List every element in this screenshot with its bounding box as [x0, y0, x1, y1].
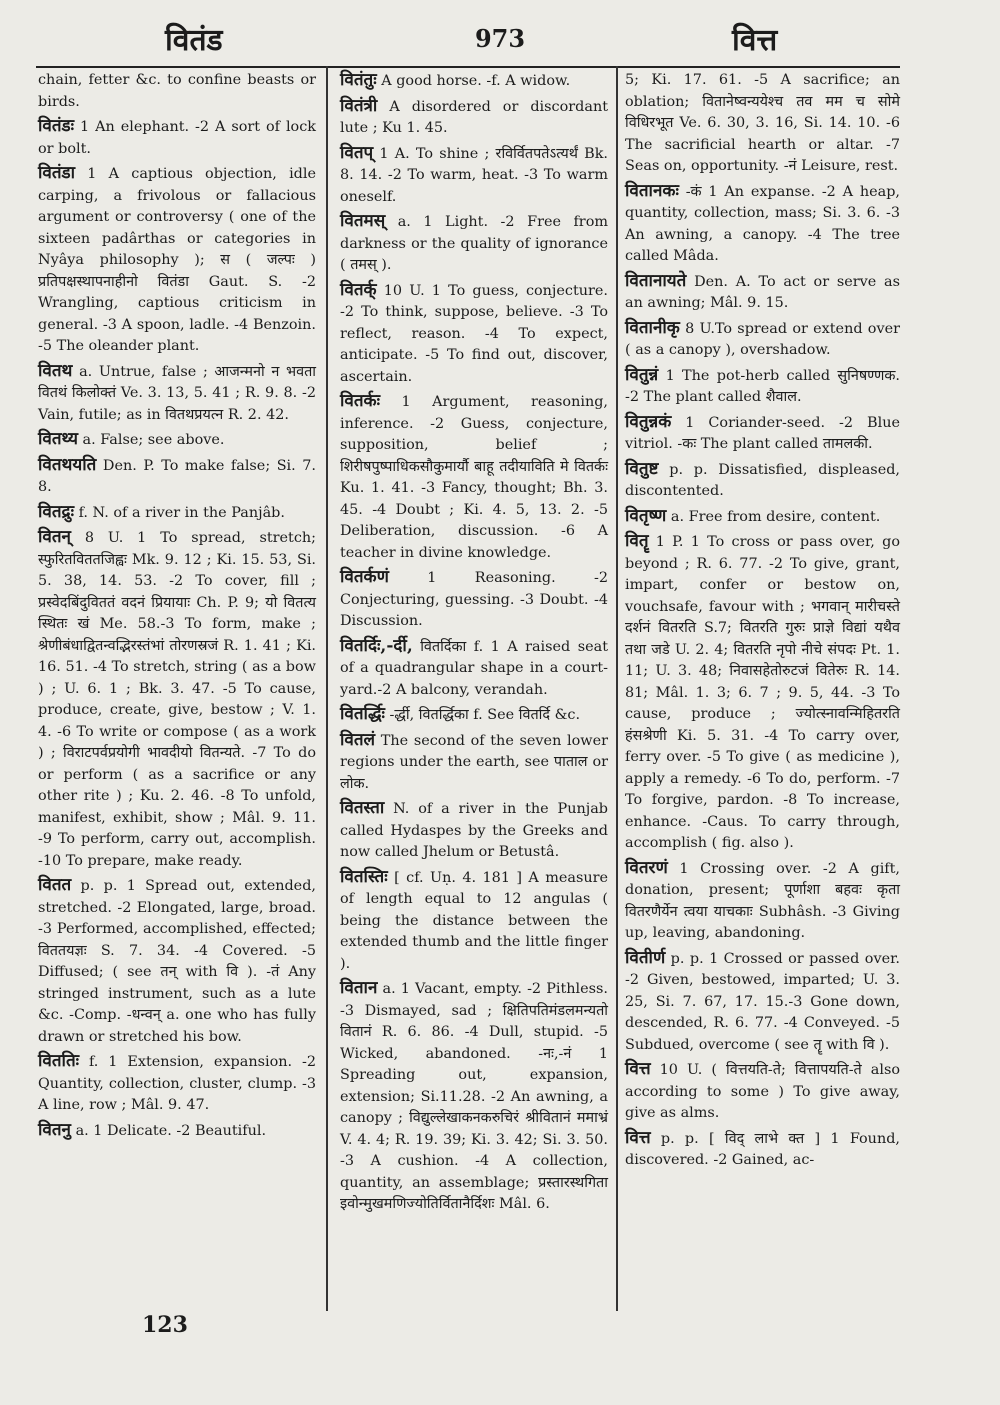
entry-headword: वितर्कः — [340, 391, 381, 411]
entry-definition: 1 Crossing over. -2 A gift, donation, present; पूर्णाशा बहवः कृता वितरणैर्येन त्वया याचकाः Subhâsh. -3 Giving up, leaving, abandoning. — [625, 860, 900, 941]
entry-headword: वितथ्य — [38, 429, 78, 449]
dictionary-entry — [340, 143, 608, 209]
dictionary-entry — [625, 948, 900, 1057]
entry-definition: p. p. Dissatisfied, displeased, discontented. — [625, 461, 900, 499]
entry-headword: वितंतुः — [340, 70, 377, 90]
entry-definition: 5; Ki. 17. 61. -5 A sacrifice; an oblation; वितानेष्वन्ययेश्च तव मम च सोमे विधिरभूत Ve. 6. 30, 3. 16, Si. 14. 10. -6 The sacrificial hearth or altar. -7 Seas on, opportunity. -नं Leisure, rest. — [625, 72, 900, 174]
header-rule — [36, 66, 900, 68]
entry-definition: -कं 1 An expanse. -2 A heap, quantity, collection, mass; Si. 3. 6. -3 An awning, a canopy. -4 The tree called Mâda. — [625, 183, 900, 264]
entry-definition: Den. A. To act or serve as an awning; Mâl. 9. 15. — [625, 273, 901, 311]
entry-headword: वितस्तिः — [340, 866, 388, 887]
dictionary-entry — [340, 211, 608, 277]
entry-definition: a. Untrue, false ; आजन्मनो न भवता वितथं किलोक्तं Ve. 3. 13, 5. 41 ; R. 9. 8. -2 Vain, futile; as in वितथप्रयत्न R. 2. 42. — [38, 363, 317, 423]
entry-headword: वितान — [340, 978, 378, 998]
entry-headword: वितंडा — [38, 163, 76, 183]
entry-definition: a. 1 Delicate. -2 Beautiful. — [75, 1122, 267, 1139]
dictionary-entry — [340, 704, 608, 727]
dictionary-entry — [625, 271, 900, 315]
column-3 — [625, 70, 900, 1175]
entry-headword: वितद्रुः — [38, 501, 75, 522]
dictionary-entry — [340, 280, 608, 389]
entry-headword: वितर्क् — [340, 279, 377, 300]
dictionary-entry — [340, 391, 608, 564]
dictionary-entry — [625, 412, 900, 456]
entry-definition: 1 Coriander-seed. -2 Blue vitriol. -कः The plant called तामलकी. — [625, 414, 901, 452]
entry-headword: वितीर्ण — [625, 947, 666, 968]
entry-headword: वितानकः — [625, 180, 679, 201]
dictionary-entry — [340, 96, 608, 140]
entry-definition: Den. P. To make false; Si. 7. 8. — [38, 457, 317, 495]
dictionary-entry — [625, 459, 900, 503]
entry-headword: वितरणं — [625, 857, 668, 878]
entry-definition: 10 U. ( वित्तयति-ते; वित्तापयति-ते also according to some ) To give away, give as alms. — [625, 1062, 900, 1121]
entry-definition: A good horse. -f. A widow. — [381, 73, 571, 89]
entry-headword: वितानीकृ — [625, 317, 680, 338]
entry-definition: 8 U.To spread or extend over ( as a canopy ), overshadow. — [625, 320, 901, 358]
entry-headword: वितथ — [38, 360, 73, 381]
dictionary-entry — [340, 867, 608, 976]
column-divider — [616, 66, 618, 1311]
dictionary-entry — [340, 798, 608, 864]
entry-definition: a. 1 Light. -2 Free from darkness or the quality of ignorance ( तमस् ). — [340, 214, 609, 273]
entry-headword: वितुष्ट — [625, 458, 659, 479]
entry-definition: 10 U. 1 To guess, conjecture. -2 To think, suppose, believe. -3 To reflect, reason. -4 To expect, anticipate. -5 To find out, discover, ascertain. — [340, 282, 608, 385]
dictionary-entry — [340, 730, 608, 796]
entry-headword: वितस्ता — [340, 798, 385, 818]
entry-definition: a. False; see above. — [82, 432, 225, 448]
dictionary-entry — [625, 181, 900, 268]
entry-headword: वितुन्नं — [625, 364, 659, 385]
entry-headword: वितृष्ण — [625, 505, 667, 526]
dictionary-entry — [38, 163, 316, 358]
dictionary-entry — [625, 506, 900, 529]
entry-headword: वितथयति — [38, 454, 97, 475]
dictionary-entry — [38, 527, 316, 872]
entry-headword: वितॄ — [625, 531, 649, 551]
entry-definition: 1 A. To shine ; रविर्वितपतेऽत्यर्थं Bk. 8. 14. -2 To warm, heat. -3 To warm oneself. — [340, 145, 608, 205]
entry-headword: वितलं — [340, 729, 376, 750]
entry-definition: 1 The pot-herb called सुनिषण्णक. -2 The plant called शैवाल. — [625, 367, 900, 405]
entry-headword: वितन् — [38, 527, 71, 547]
dictionary-entry — [340, 636, 608, 702]
dictionary-entry — [38, 1051, 316, 1117]
dictionary-entry — [340, 567, 608, 633]
dictionary-entry — [340, 70, 608, 93]
entry-definition: 1 Reasoning. -2 Conjecturing, guessing. -3 Doubt. -4 Discussion. — [340, 570, 608, 629]
signature-mark: 123 — [142, 1312, 188, 1338]
page-number: 973 — [474, 24, 526, 53]
entry-headword: वितुन्नकं — [625, 411, 672, 432]
entry-definition: p. p. 1 Crossed or passed over. -2 Given, bestowed, imparted; U. 3. 25, Si. 7. 67, 17. 15.-3 Gone down, descended, R. 6. 77. -4 Conveyed. -5 Subdued, overcome ( see तॄ with वि ). — [625, 950, 900, 1053]
dictionary-entry — [38, 70, 316, 113]
entry-definition: a. Free from desire, content. — [670, 508, 881, 525]
entry-headword: वितनु — [38, 1119, 71, 1140]
entry-headword: वितंडः — [38, 116, 75, 136]
dictionary-entry — [340, 978, 608, 1216]
dictionary-entry — [625, 1059, 900, 1125]
dictionary-entry — [38, 361, 316, 427]
entry-definition: A disordered or discordant lute ; Ku 1. 45. — [340, 98, 608, 136]
entry-headword: वित्त — [625, 1127, 651, 1148]
entry-definition: a. 1 Vacant, empty. -2 Pithless. -3 Dismayed, sad ; क्षितिपतिमंडलमन्यतो वितानं R. 6. 86. -4 Dull, stupid. -5 Wicked, abandoned. -नः,-नं 1 Spreading out, expansion, extension; Si.11.28. -2 An awning, a canopy ; विद्युल्लेखाकनकरुचिरं श्रीवितानं ममाभ्रं V. 4. 4; R. 19. 39; Ki. 3. 42; Si. 3. 50. -3 A cushion. -4 A collection, quantity, an assemblage; प्रस्तारस्थगिता इवोन्मुखमणिज्योतिर्वितानैर्दिशः Mâl. 6. — [340, 981, 608, 1212]
left-running-head: वितंड — [165, 23, 223, 58]
dictionary-entry — [38, 429, 316, 452]
dictionary-entry — [625, 1128, 900, 1172]
entry-headword: वितानायते — [625, 270, 687, 291]
entry-definition: 1 A captious objection, idle carping, a frivolous or fallacious argument or controversy ( one of the sixteen padârthas or categories in Nyâya philosophy ); स ( जल्पः ) प्रतिपक्षस्थापनाहीनो वितंडा Gaut. S. -2 Wrangling, captious criticism in general. -3 A spoon, ladle. -4 Benzoin. -5 The oleander plant. — [38, 166, 317, 354]
dictionary-entry — [38, 875, 316, 1048]
dictionary-entry — [38, 502, 316, 525]
column-1 — [38, 70, 316, 1145]
entry-definition: 1 Argument, reasoning, inference. -2 Guess, conjecture, supposition, belief ; शिरीषपुष्पाधिकसौकुमार्यौ बाहू तदीयाविति मे वितर्कः Ku. 1. 41. -3 Fancy, thought; Bh. 3. 45. -4 Doubt ; Ki. 4. 5, 13. 2. -5 Deliberation, discussion. -6 A teacher in divine knowledge. — [340, 394, 608, 561]
entry-definition: chain, fetter &c. to confine beasts or birds. — [38, 72, 316, 110]
entry-headword: वितत — [38, 875, 72, 895]
right-running-head: वित्त — [732, 23, 778, 58]
dictionary-entry — [625, 365, 900, 409]
dictionary-entry — [38, 455, 316, 499]
entry-headword: वितर्दिः,-र्दी, — [340, 635, 413, 656]
dictionary-entry — [38, 1120, 316, 1143]
entry-definition: 8 U. 1 To spread, stretch; स्फुरितविततजिह्वः Mk. 9. 12 ; Ki. 15. 53, Si. 5. 38, 14. 53. -2 To cover, fill ; प्रस्वेदबिंदुविततं वदनं प्रियायाः Ch. P. 9; यो वितत्य स्थितः खं Me. 58.-3 To form, make ; श्रेणीबंधाद्वितन्वद्भिरस्तंभां तोरणस्रजं R. 1. 41 ; Ki. 16. 51. -4 To stretch, string ( as a bow ) ; U. 6. 1 ; Bk. 3. 47. -5 To cause, produce, create, give, bestow ; V. 1. 4. -6 To write or compose ( as a work ) ; विराटपर्वप्रयोगी भावदीयो वितन्यते. -7 To do or perform ( as a sacrifice or any other rite ) ; Ku. 2. 46. -8 To unfold, manifest, exhibit, show ; Mâl. 9. 11. -9 To perform, carry out, accomplish. -10 To prepare, make ready. — [38, 530, 317, 869]
dictionary-entry — [625, 70, 900, 178]
entry-headword: वितप् — [340, 142, 374, 163]
entry-headword: वित्त — [625, 1059, 651, 1079]
entry-definition: -र्द्धी, वितर्द्धिका f. See वितर्दि &c. — [389, 707, 581, 723]
entry-definition: p. p. [ विद् लाभे क्त ] 1 Found, discovered. -2 Gained, ac- — [625, 1130, 900, 1168]
dictionary-entry — [625, 318, 900, 362]
entry-definition: 1 P. 1 To cross or pass over, go beyond ; R. 6. 77. -2 To give, grant, impart, confer or bestow on, vouchsafe, favour with ; भगवान् मारीचस्ते दर्शनं वितरति S.7; वितरति गुरुः प्राज्ञे विद्यां यथैव तथा जडे U. 2. 4; वितरति नृपो नीचे संपदः Pt. 1. 11; U. 3. 48; निवासहेतोरुटजं वितेरुः R. 14. 81; Mâl. 1. 3; 6. 7 ; 9. 5, 44. -3 To cause, produce ; ज्योत्स्नावन्मिहितरति हंसश्रेणी Ki. 5. 31. -4 To carry over, ferry over. -5 To give ( as medicine ), apply a remedy. -6 To do, perform. -7 To forgive, pardon. -8 To increase, enhance. -Caus. To carry through, accomplish ( fig. also ). — [625, 534, 900, 851]
column-divider — [326, 66, 328, 1311]
entry-headword: वितर्कणं — [340, 567, 389, 587]
entry-definition: f. N. of a river in the Panjâb. — [78, 504, 285, 521]
entry-headword: वितंत्री — [340, 95, 378, 116]
entry-definition: The second of the seven lower regions under the earth, see पाताल or लोक. — [340, 732, 608, 792]
entry-headword: वितर्द्धिः — [340, 704, 385, 724]
entry-definition: N. of a river in the Punjab called Hydaspes by the Greeks and now called Jhelum or Betustâ. — [340, 801, 608, 860]
entry-definition: f. 1 Extension, expansion. -2 Quantity, collection, cluster, clump. -3 A line, row ; Mâl. 9. 47. — [38, 1054, 316, 1113]
dictionary-entry — [625, 858, 900, 945]
entry-definition: 1 An elephant. -2 A sort of lock or bolt. — [38, 119, 316, 157]
entry-headword: वितमस् — [340, 211, 386, 231]
entry-definition: p. p. 1 Spread out, extended, stretched. -2 Elongated, large, broad. -3 Performed, accomplished, effected; विततयज्ञः S. 7. 34. -4 Covered. -5 Diffused; ( see तन् with वि ). -तं Any stringed instrument, such as a lute &c. -Comp. -धन्वन् a. one who has fully drawn or stretched his bow. — [38, 878, 316, 1045]
entry-definition: [ cf. Uṇ. 4. 181 ] A measure of length equal to 12 angulas ( being the distance between the extended thumb and the little finger ). — [340, 869, 608, 972]
column-2 — [340, 70, 608, 1219]
dictionary-entry — [38, 116, 316, 160]
entry-headword: विततिः — [38, 1051, 80, 1071]
entry-definition: वितर्दिका f. 1 A raised seat of a quadrangular shape in a court-yard.-2 A balcony, verandah. — [340, 638, 608, 698]
dictionary-entry — [625, 531, 900, 855]
